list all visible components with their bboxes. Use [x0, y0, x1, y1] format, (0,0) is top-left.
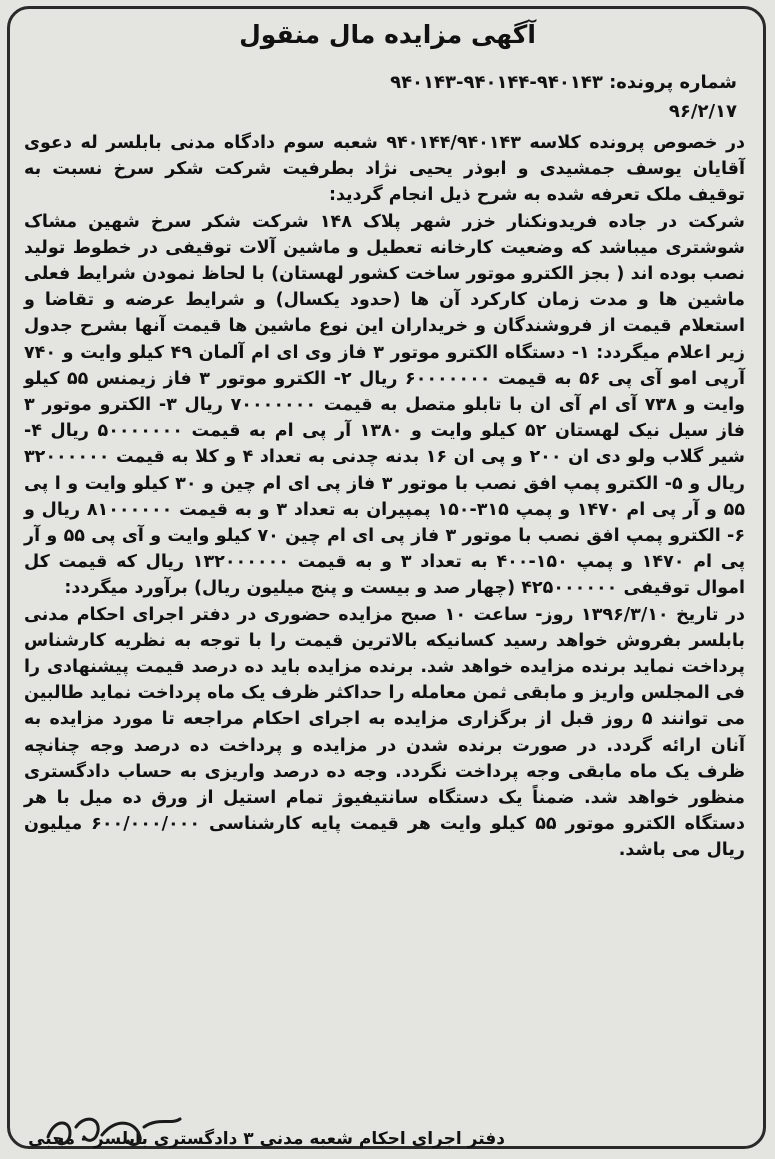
paragraph-assets: شرکت در جاده فریدونکنار خزر شهر پلاک ۱۴۸ شرکت شکر سرخ شهین مشاک شوشتری میباشد که وضعیت کارخانه تعطیل و ماشین آلات توقیفی در خطوط تولید نصب بوده اند ( بجز الکترو موتور ساخت کشور لهستان) با لحاظ نمودن شرایط فعلی ماشین ها و مدت زمان کارکرد آن ها (حدود یکسال) و شرایط عرضه و تقاضا و استعلام قیمت از فروشندگان و خریداران این نوع ماشین ها قیمت آنها بشرح جدول زیر اعلام میگردد: ۱- دستگاه الکترو موتور ۳ فاز وی ای ام آلمان ۴۹ کیلو وایت و ۷۴۰ آرپی امو آی پی ۵۶ به قیمت ۶۰۰۰۰۰۰۰ ریال ۲- الکترو موتور ۳ فاز زیمنس ۵۵ کیلو وایت و ۷۳۸ آی ام آی ان با تابلو متصل به قیمت ۷۰۰۰۰۰۰۰ ریال ۳- الکترو موتور ۳ فاز سیل نیک لهستان ۵۲ کیلو وایت و ۱۳۸۰ آر پی ام به قیمت ۵۰۰۰۰۰۰۰ ریال ۴- شیر گلاب ولو دی ان ۲۰۰ و پی ان ۱۶ بدنه چدنی به تعداد ۴ و کلا به قیمت ۳۲۰۰۰۰۰۰ ریال و ۵- الکترو پمپ افق نصب با موتور ۳ فاز پی ای ام چین و ۳۰ کیلو وایت و ا پی ۵۵ و آر پی ام ۱۴۷۰ و پمپ ۳۱۵-۱۵۰ پمپیران به تعداد ۳ و به قیمت ۸۱۰۰۰۰۰۰ ریال و ۶- الکترو پمپ افق نصب با موتور ۳ فاز پی ای ام چین ۷۰ کیلو وایت و آی پی ۵۵ و آر پی ام ۱۴۷۰ و پمپ ۱۵۰-۴۰۰ به تعداد ۳ و به قیمت ۱۳۲۰۰۰۰۰۰ ریال که قیمت کل اموال توقیفی ۴۲۵۰۰۰۰۰۰ (چهار صد و بیست و پنج میلیون ریال) برآورد میگردد:: [24, 211, 746, 599]
notice-body: [24, 130, 745, 864]
paragraph-auction-terms: در تاریخ ۱۳۹۶/۳/۱۰ روز- ساعت ۱۰ صبح مزایده حضوری در دفتر اجرای احکام مدنی بابلسر بفروش خواهد رسید کسانیکه بالاترین قیمت را با توجه به نظریه کارشناس پرداخت نماید برنده مزایده خواهد شد. برنده مزایده باید ده درصد قیمت پیشنهادی را فی المجلس واریز و مابقی ثمن معامله را حداکثر ظرف یک ماه پرداخت نماید طالبین می توانند ۵ روز قبل از برگزاری مزایده به اجرای احکام مراجعه تا مورد مزایده به آنان ارائه گردد. در صورت برنده شدن در مزایده و پرداخت ده درصد وجه چنانچه ظرف یک ماه مابقی وجه پرداخت نگردد. وجه ده درصد واریزی به حساب دادگستری منظور خواهد شد. ضمناً یک دستگاه سانتیفیوژ تمام استیل از ورق ده میل با هر دستگاه الکترو موتور ۵۵ کیلو وایت هر قیمت پایه کارشناسی ۶۰۰/۰۰۰/۰۰۰ میلیون ریال می باشد.: [24, 604, 746, 861]
notice-date: ۹۶/۲/۱۷: [668, 101, 737, 122]
file-number: شماره پرونده: ۹۴۰۱۴۳-۹۴۰۱۴۴-۹۴۰۱۴۳: [390, 72, 737, 93]
notice-title: آگهی مزایده مال منقول: [239, 20, 536, 49]
notice-meta: [390, 68, 737, 126]
paragraph-intro: در خصوص پرونده کلاسه ۹۴۰۱۴۴/۹۴۰۱۴۳ شعبه سوم دادگاه مدنی بابلسر له دعوی آقایان یوسف جمشیدی و ابوذر یحیی نژاد بطرفیت شرکت شکر سرخ نسبت به توقیف ملک تعرفه شده به شرح ذیل انجام گردید:: [24, 133, 746, 206]
handwritten-signature: [40, 1097, 190, 1157]
notice-footer: دفتر اجرای احکام شعبه مدنی ۳ دادگستری بابلسر - محبی: [28, 1129, 505, 1149]
